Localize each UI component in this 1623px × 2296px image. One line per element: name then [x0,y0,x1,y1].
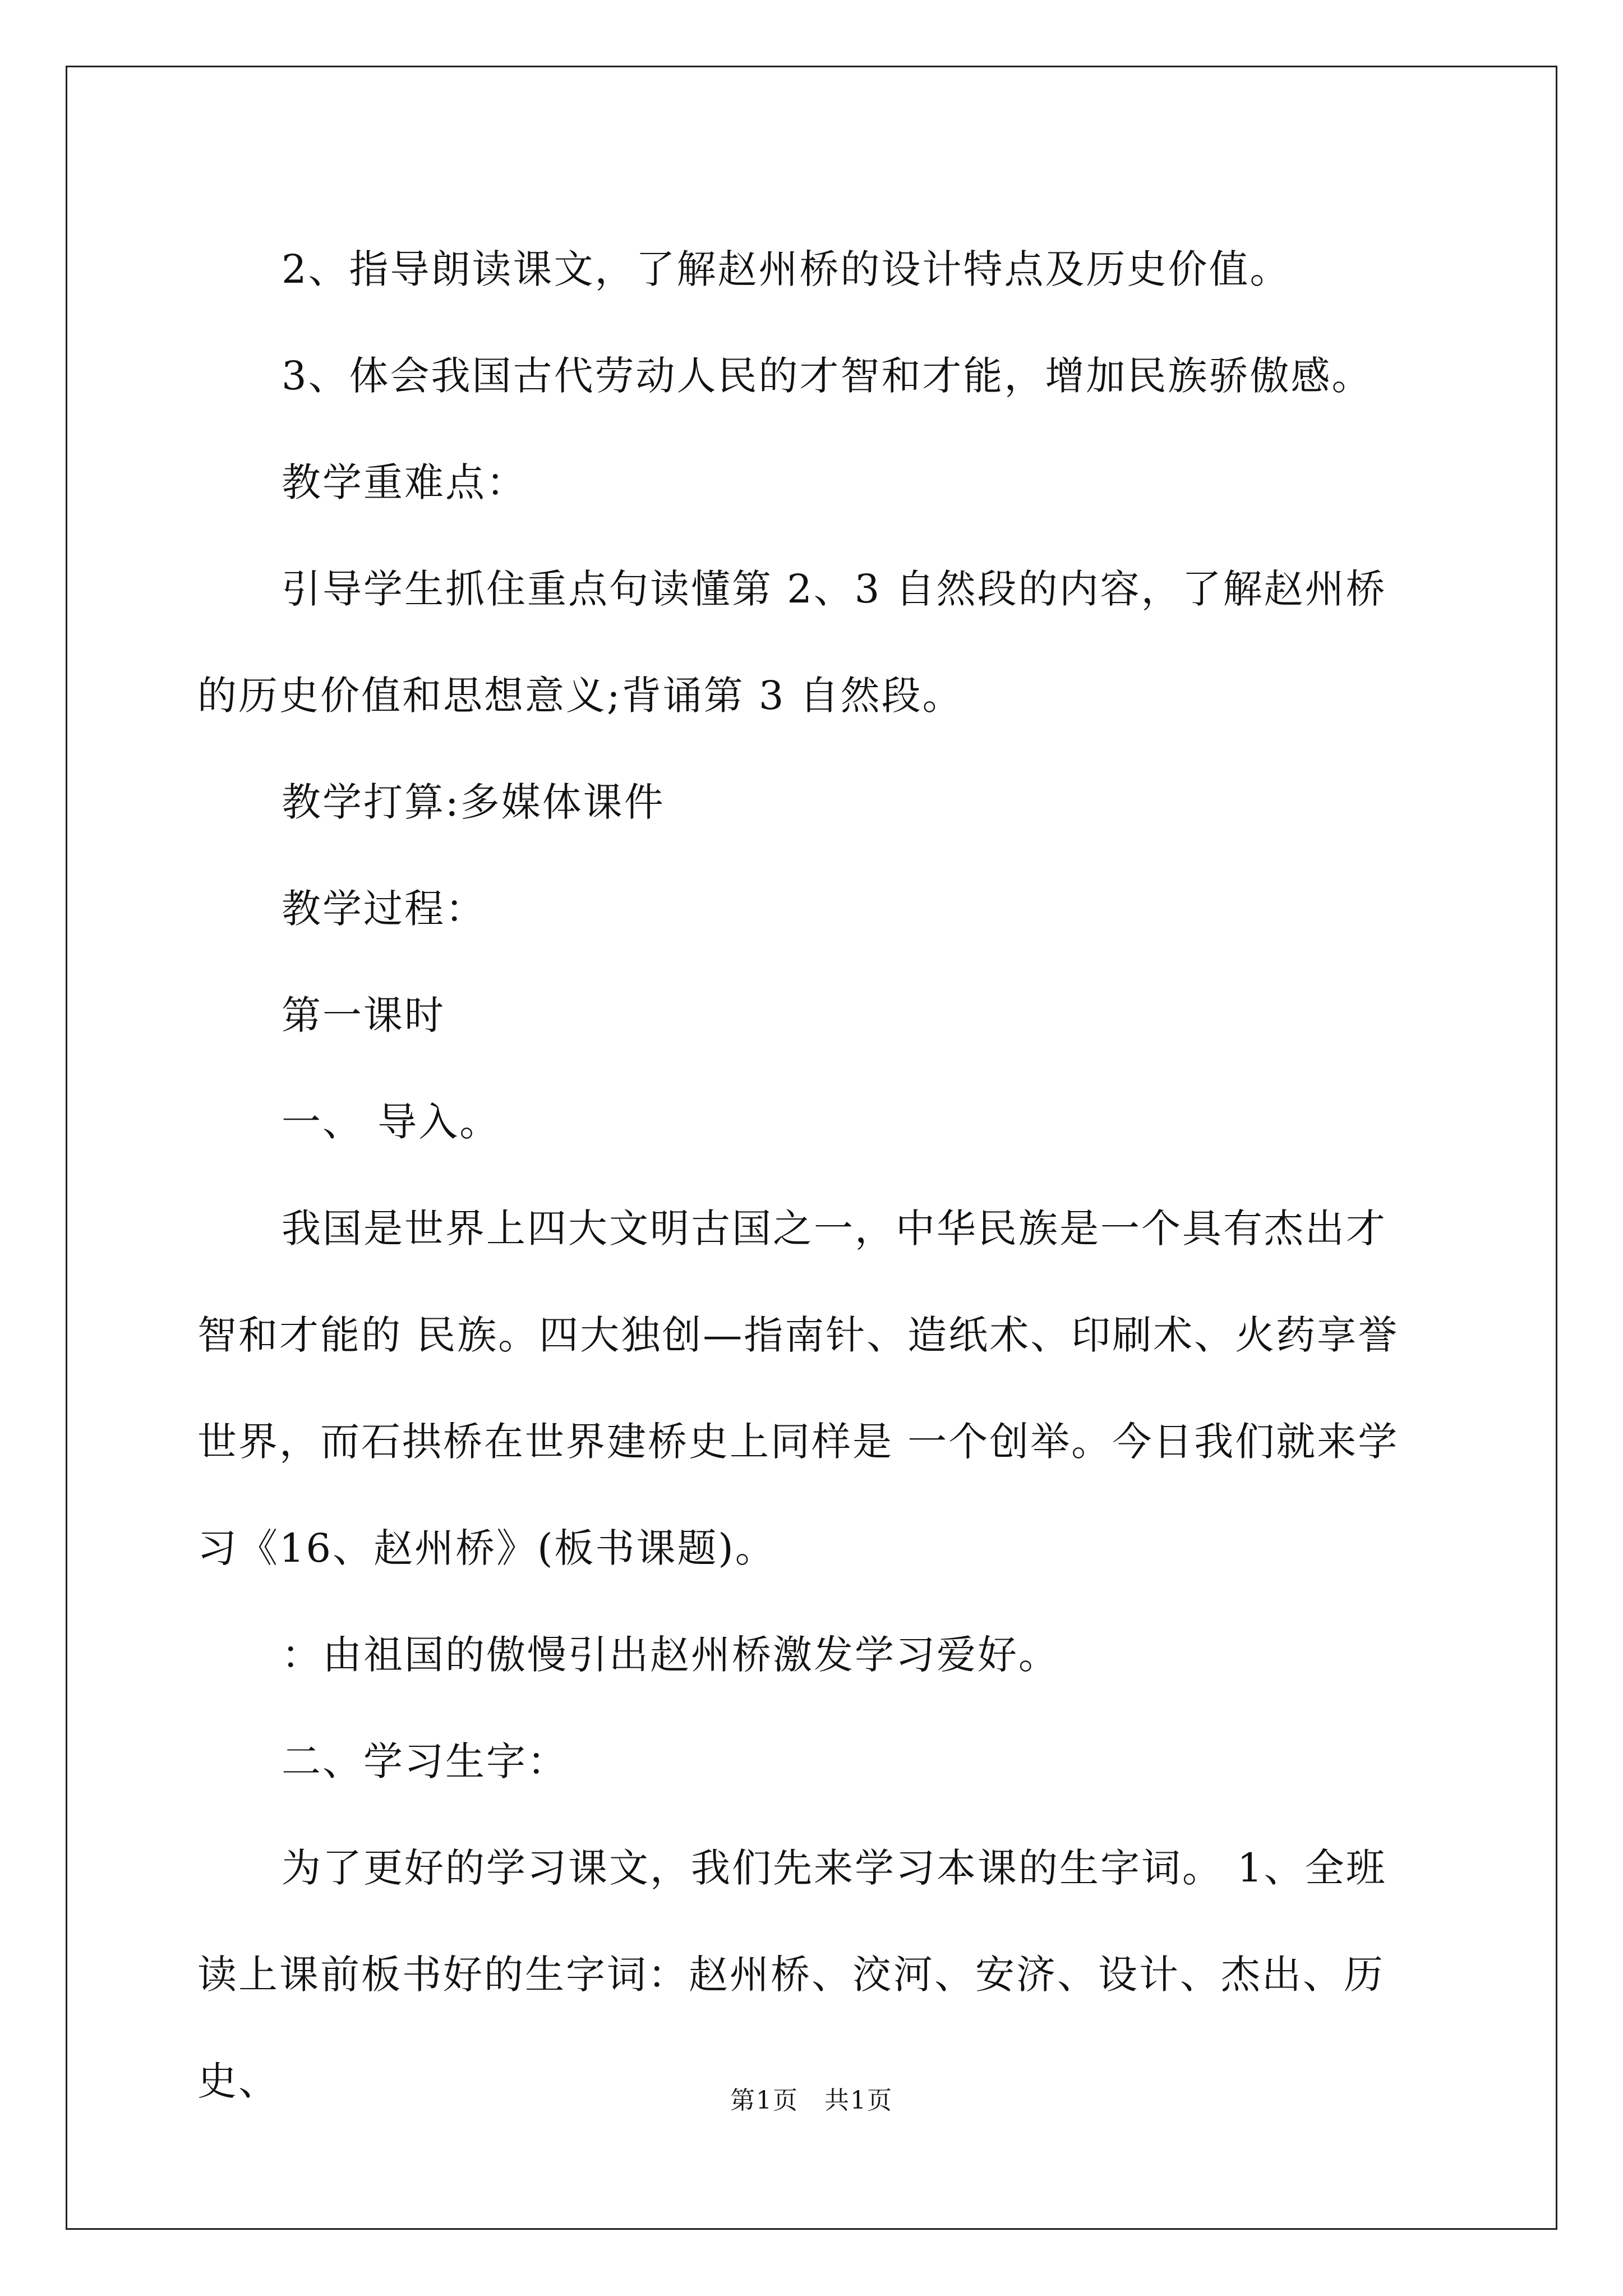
paragraph-objective-3: 3、体会我国古代劳动人民的才智和才能，增加民族骄傲感。 [282,353,1373,399]
heading-key-points: 教学重难点： [282,459,527,505]
page-footer: 第1页 共1页 [730,2086,893,2115]
paragraph-key-points: 引导学生抓住重点句读懂第 2、3 自然段的内容，了解赵州桥的历史价值和思想意义;背诵第 3 自然段。 [197,566,1387,719]
heading-new-words: 二、学习生字： [282,1738,568,1784]
paragraph-new-words: 为了更好的学习课文，我们先来学习本课的生字词。 1、全班读上课前板书好的生字词：赵州桥、洨河、安济、设计、杰出、历史、 [197,1845,1387,2104]
heading-first-lesson: 第一课时 [282,992,445,1038]
heading-introduction: 一、 导入。 [282,1099,501,1145]
paragraph-objective-2: 2、指导朗读课文，了解赵州桥的设计特点及历史价值。 [282,246,1291,292]
paragraph-intro-note: ：由祖国的傲慢引出赵州桥激发学习爱好。 [282,1632,1059,1678]
heading-process: 教学过程： [282,886,486,932]
document-body [197,216,1426,2134]
paragraph-introduction: 我国是世界上四大文明古国之一，中华民族是一个具有杰出才智和才能的 民族。四大独创—指南针、造纸术、印刷术、火药享誉世界，而石拱桥在世界建桥史上同样是 一个创举。今日我们就来学习《16、赵州桥》(板书课题)。 [197,1205,1399,1571]
paragraph-preparation: 教学打算:多媒体课件 [282,779,665,825]
